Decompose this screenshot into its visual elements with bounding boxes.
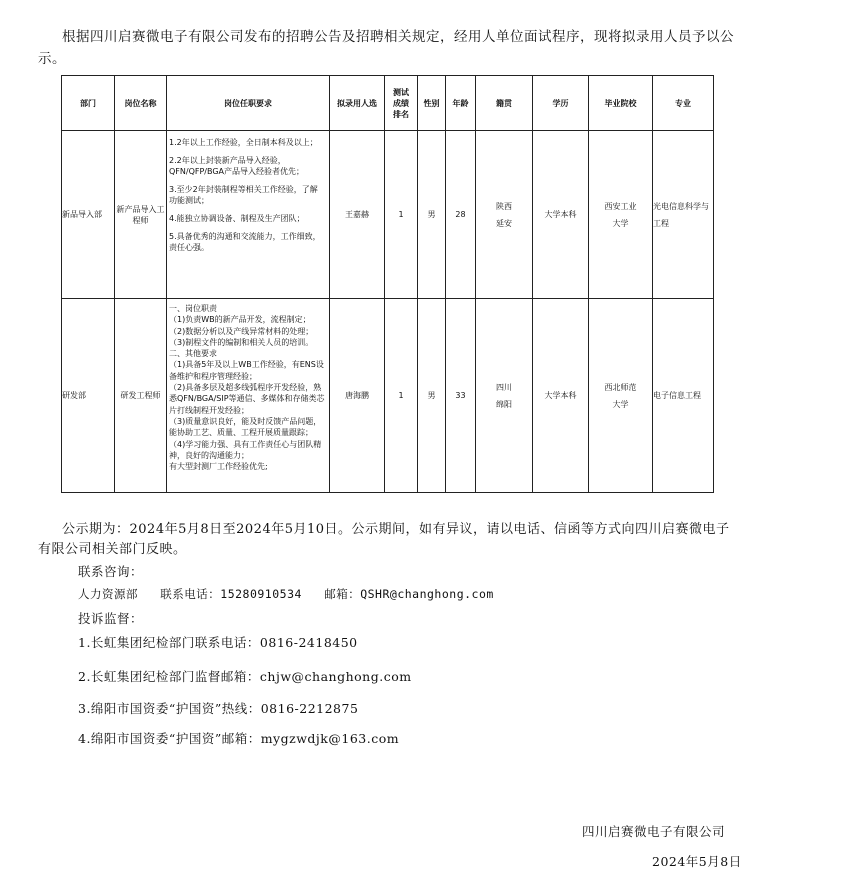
- header-major: 专业: [653, 76, 714, 131]
- requirement-line: 5.具备优秀的沟通和交流能力，工作细致，责任心强。: [169, 232, 321, 252]
- cell-candidate: 王嘉赫: [330, 131, 385, 299]
- cell-candidate: 唐海鹏: [330, 299, 385, 493]
- cell-school: [589, 131, 653, 299]
- cell-education: 大学本科: [533, 299, 589, 493]
- cell-major: 电子信息工程: [653, 299, 714, 493]
- requirement-line: （4)学习能力强、具有工作责任心与团队精神，良好的沟通能力；: [169, 439, 322, 460]
- notice-paragraph: 公示期为：2024年5月8日至2024年5月10日。公示期间，如有异议，请以电话、信函等方式向四川启赛微电子有限公司相关部门反映。: [38, 522, 730, 557]
- requirement-line: （3)制程文件的编制和相关人员的培训。: [169, 337, 314, 347]
- supervision-item: 2.长虹集团纪检部门监督邮箱：chjw@changhong.com: [78, 669, 412, 684]
- cell-native-place: [476, 131, 533, 299]
- school-line: 大学: [612, 399, 629, 409]
- cell-age: 33: [446, 299, 476, 493]
- table-row: [62, 299, 714, 493]
- supervision-item: 1.长虹集团纪检部门联系电话：0816-2418450: [78, 635, 358, 650]
- requirement-line: （1)具备5年及以上WB工作经验，有ENS设备维护和程序管理经验；: [169, 360, 324, 381]
- requirement-line: 一、岗位职责: [169, 304, 217, 313]
- school-line: 西北师范: [604, 382, 637, 392]
- table-row: [62, 131, 714, 299]
- requirement-line: 1.2年以上工作经验，全日制本科及以上；: [169, 138, 318, 147]
- intro-paragraph: 根据四川启赛微电子有限公司发布的招聘公告及招聘相关规定，经用人单位面试程序，现将拟录用人员予以公示。: [38, 29, 734, 67]
- cell-position: 新产品导入工程师: [115, 131, 167, 299]
- requirement-line: （3)质量意识良好，能及时反馈产品问题，能协助工艺、质量、工程开展质量跟踪；: [169, 416, 322, 438]
- cell-age: 28: [446, 131, 476, 299]
- requirement-line: 有大型封测厂工作经验优先;: [169, 462, 268, 472]
- header-education: 学历: [533, 76, 589, 131]
- cell-major: 光电信息科学与工程: [653, 131, 714, 299]
- header-requirements: 岗位任职要求: [167, 76, 330, 131]
- cell-position: 研发工程师: [115, 299, 167, 493]
- header-gender: 性别: [418, 76, 446, 131]
- recruitment-table: [61, 75, 714, 493]
- school-line: 西安工业: [604, 201, 637, 211]
- native-place-line: 延安: [496, 218, 512, 228]
- header-school: 毕业院校: [589, 76, 653, 131]
- cell-school: [589, 299, 653, 493]
- requirement-line: 二、其他要求: [169, 349, 217, 359]
- header-candidate: 拟录用人选: [330, 76, 385, 131]
- cell-requirements: [167, 299, 330, 493]
- cell-rank: 1: [385, 299, 418, 493]
- requirement-line: 2.2年以上封装新产品导入经验，QFN/QFP/BGA产品导入经验者优先；: [169, 156, 305, 176]
- header-age: 年龄: [446, 76, 476, 131]
- header-native-place: 籍贯: [476, 76, 533, 131]
- contact-heading: 联系咨询：: [78, 564, 144, 579]
- header-rank: 测试成绩排名: [385, 76, 418, 131]
- table-header-row: [62, 76, 714, 131]
- native-place-line: 绵阳: [496, 399, 512, 409]
- cell-gender: 男: [418, 131, 446, 299]
- cell-education: 大学本科: [533, 131, 589, 299]
- requirement-line: （2)数据分析以及产线异常材料的处理；: [169, 326, 314, 336]
- cell-requirements: [167, 131, 330, 299]
- supervision-heading: 投诉监督：: [78, 611, 144, 626]
- native-place-line: 四川: [496, 382, 512, 392]
- supervision-item: 4.绵阳市国资委“护国资”邮箱：mygzwdjk@163.com: [78, 731, 400, 746]
- requirement-line: （2)具备多层及超多线弧程序开发经验，熟悉QFN/BGA/SIP等通信、多媒体和存储类芯片打线制程开发经验；: [169, 383, 325, 415]
- header-dept: 部门: [62, 76, 115, 131]
- requirement-line: 3.至少2年封装制程等相关工作经验，了解功能测试；: [169, 185, 318, 205]
- cell-dept: 研发部: [62, 299, 115, 493]
- supervision-item: 3.绵阳市国资委“护国资”热线：0816-2212875: [78, 701, 359, 716]
- cell-rank: 1: [385, 131, 418, 299]
- cell-gender: 男: [418, 299, 446, 493]
- native-place-line: 陕西: [496, 201, 512, 211]
- signature-date: 2024年5月8日: [652, 854, 742, 869]
- signature-company: 四川启赛微电子有限公司: [582, 824, 726, 839]
- cell-native-place: [476, 299, 533, 493]
- school-line: 大学: [612, 218, 629, 228]
- requirement-line: 4.能独立协调设备、制程及生产团队；: [169, 214, 305, 223]
- cell-dept: 新品导入部: [62, 131, 115, 299]
- header-position: 岗位名称: [115, 76, 167, 131]
- contact-line: 人力资源部 联系电话：15280910534 邮箱：QSHR@changhong.com: [78, 587, 494, 601]
- requirement-line: （1)负责WB的新产品开发，流程制定；: [169, 315, 311, 325]
